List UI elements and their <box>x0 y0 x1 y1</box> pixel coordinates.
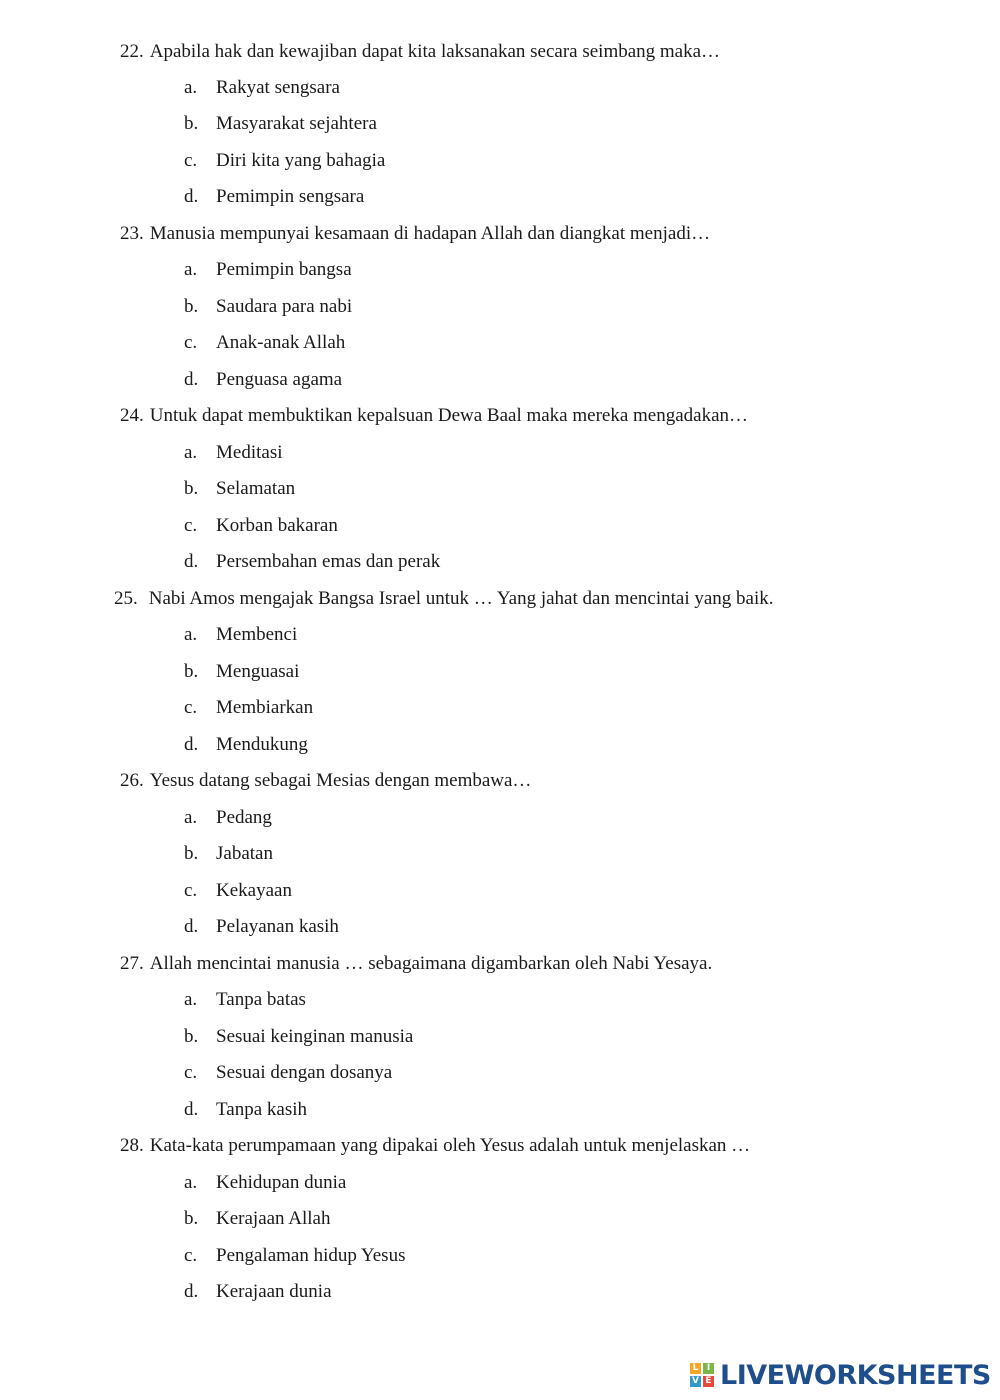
option-text: Kehidupan dunia <box>216 1172 347 1193</box>
option-text: Rakyat sengsara <box>216 77 340 98</box>
logo-grid-icon <box>690 1363 714 1387</box>
option-text: Jabatan <box>216 843 273 864</box>
option-23-a <box>184 256 352 284</box>
option-28-c <box>184 1242 405 1270</box>
option-letter: b. <box>184 1208 199 1229</box>
option-letter: a. <box>184 1172 198 1193</box>
option-23-c <box>184 329 345 357</box>
option-24-a <box>184 439 283 467</box>
option-24-c <box>184 512 338 540</box>
option-24-d <box>184 548 440 576</box>
option-28-b <box>184 1205 330 1233</box>
option-27-d <box>184 1096 307 1124</box>
option-23-b <box>184 293 352 321</box>
option-text: Persembahan emas dan perak <box>216 551 441 572</box>
option-22-a <box>184 74 340 102</box>
logo-cell: L <box>690 1363 701 1374</box>
option-letter: d. <box>184 916 199 937</box>
option-letter: b. <box>184 296 199 317</box>
option-letter: a. <box>184 442 198 463</box>
question-28 <box>120 1132 750 1160</box>
question-25 <box>114 585 774 613</box>
question-text: Untuk dapat membuktikan kepalsuan Dewa Baal maka mereka mengadakan… <box>149 405 749 426</box>
option-letter: b. <box>184 661 199 682</box>
question-22 <box>120 38 720 66</box>
logo-cell: V <box>690 1376 701 1387</box>
option-text: Masyarakat sejahtera <box>216 113 377 134</box>
question-text: Manusia mempunyai kesamaan di hadapan Allah dan diangkat menjadi… <box>149 223 711 244</box>
option-27-b <box>184 1023 413 1051</box>
liveworksheets-logo <box>690 1358 991 1392</box>
option-28-d <box>184 1278 332 1306</box>
question-26 <box>120 767 531 795</box>
question-text: Apabila hak dan kewajiban dapat kita laksanakan secara seimbang maka… <box>149 41 721 62</box>
option-text: Saudara para nabi <box>216 296 353 317</box>
option-text: Sesuai keinginan manusia <box>216 1026 414 1047</box>
option-23-d <box>184 366 342 394</box>
option-25-c <box>184 694 313 722</box>
option-27-c <box>184 1059 392 1087</box>
option-letter: d. <box>184 551 199 572</box>
question-text: Nabi Amos mengajak Bangsa Israel untuk … Yang jahat dan mencintai yang baik. <box>148 588 774 609</box>
option-letter: c. <box>184 697 198 718</box>
question-number: 26. <box>120 770 144 791</box>
option-25-d <box>184 731 308 759</box>
option-letter: d. <box>184 186 199 207</box>
option-letter: c. <box>184 1245 198 1266</box>
question-number: 23. <box>120 223 144 244</box>
option-text: Tanpa kasih <box>216 1099 308 1120</box>
option-22-c <box>184 147 385 175</box>
option-letter: a. <box>184 624 198 645</box>
option-text: Meditasi <box>216 442 283 463</box>
option-text: Kerajaan dunia <box>216 1281 332 1302</box>
option-letter: c. <box>184 1062 198 1083</box>
question-text: Yesus datang sebagai Mesias dengan membawa… <box>149 770 532 791</box>
option-letter: d. <box>184 369 199 390</box>
option-text: Tanpa batas <box>216 989 306 1010</box>
option-letter: a. <box>184 989 198 1010</box>
option-text: Pemimpin sengsara <box>216 186 365 207</box>
option-letter: c. <box>184 880 198 901</box>
option-24-b <box>184 475 295 503</box>
option-letter: b. <box>184 113 199 134</box>
option-28-a <box>184 1169 346 1197</box>
logo-cell: E <box>703 1376 714 1387</box>
question-number: 24. <box>120 405 144 426</box>
option-25-a <box>184 621 297 649</box>
option-26-a <box>184 804 272 832</box>
option-letter: d. <box>184 1281 199 1302</box>
logo-cell: I <box>703 1363 714 1374</box>
option-text: Korban bakaran <box>216 515 338 536</box>
option-letter: d. <box>184 734 199 755</box>
option-letter: b. <box>184 843 199 864</box>
option-26-b <box>184 840 273 868</box>
option-text: Pedang <box>216 807 272 828</box>
option-26-c <box>184 877 292 905</box>
option-text: Membenci <box>216 624 298 645</box>
question-number: 25. <box>114 588 138 609</box>
option-22-b <box>184 110 377 138</box>
option-letter: d. <box>184 1099 199 1120</box>
option-text: Pengalaman hidup Yesus <box>216 1245 406 1266</box>
option-text: Menguasai <box>216 661 300 682</box>
question-number: 28. <box>120 1135 144 1156</box>
option-text: Diri kita yang bahagia <box>216 150 386 171</box>
logo-text: LIVEWORKSHEETS <box>720 1359 991 1391</box>
option-27-a <box>184 986 306 1014</box>
question-number: 22. <box>120 41 144 62</box>
option-letter: b. <box>184 1026 199 1047</box>
question-24 <box>120 402 748 430</box>
option-letter: a. <box>184 807 198 828</box>
option-text: Selamatan <box>216 478 296 499</box>
option-letter: b. <box>184 478 199 499</box>
option-letter: c. <box>184 332 198 353</box>
option-text: Membiarkan <box>216 697 314 718</box>
option-letter: a. <box>184 77 198 98</box>
question-23 <box>120 220 710 248</box>
question-text: Kata-kata perumpamaan yang dipakai oleh Yesus adalah untuk menjelaskan … <box>149 1135 751 1156</box>
question-27 <box>120 950 712 978</box>
option-text: Pelayanan kasih <box>216 916 339 937</box>
option-text: Sesuai dengan dosanya <box>216 1062 393 1083</box>
option-text: Kerajaan Allah <box>216 1208 331 1229</box>
option-letter: c. <box>184 515 198 536</box>
option-text: Mendukung <box>216 734 308 755</box>
option-25-b <box>184 658 299 686</box>
option-26-d <box>184 913 339 941</box>
option-text: Kekayaan <box>216 880 292 901</box>
option-text: Penguasa agama <box>216 369 343 390</box>
option-text: Anak-anak Allah <box>216 332 346 353</box>
question-text: Allah mencintai manusia … sebagaimana digambarkan oleh Nabi Yesaya. <box>149 953 713 974</box>
question-number: 27. <box>120 953 144 974</box>
option-22-d <box>184 183 364 211</box>
option-letter: a. <box>184 259 198 280</box>
option-letter: c. <box>184 150 198 171</box>
option-text: Pemimpin bangsa <box>216 259 352 280</box>
